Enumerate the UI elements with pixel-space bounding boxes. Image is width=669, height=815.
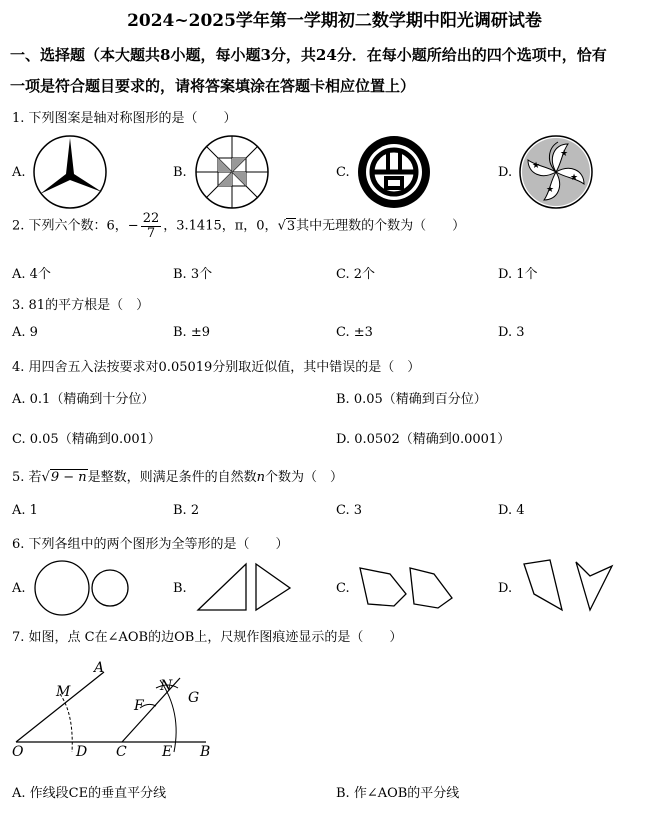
two-circles-figure	[32, 560, 132, 616]
q4-option-a: A. 0.1（精确到十分位）	[12, 392, 155, 407]
label-C: C	[116, 744, 127, 760]
q2-option-c: C. 2个	[336, 267, 376, 282]
label-E: E	[162, 744, 173, 760]
q5-option-b: B. 2	[173, 503, 200, 518]
q2-option-a: A. 4个	[12, 267, 51, 282]
q6-option-d-label: D.	[498, 581, 513, 596]
svg-text:★: ★	[532, 161, 541, 171]
q7-option-b: B. 作∠AOB的平分线	[336, 786, 460, 801]
q2-stem-mid: ，3.1415，π，0，	[163, 218, 278, 234]
q4-option-d: D. 0.0502（精确到0.0001）	[336, 432, 511, 447]
svg-text:★: ★	[546, 185, 555, 195]
fraction-22-over-7	[141, 212, 162, 240]
two-pentagons-figure	[356, 560, 466, 616]
q5-stem-end: 个数为（ ）	[265, 470, 344, 485]
q5-option-c: C. 3	[336, 503, 363, 518]
circle-logo-figure	[356, 134, 436, 214]
q2-option-d: D. 1个	[498, 267, 538, 282]
label-A: A	[94, 660, 105, 676]
q5-option-a: A. 1	[12, 503, 38, 518]
q1-option-a-label: A.	[12, 165, 26, 180]
svg-text:★: ★	[570, 173, 579, 183]
label-F: F	[134, 698, 144, 714]
question-2-stem	[12, 212, 465, 240]
q4-option-c: C. 0.05（精确到0.001）	[12, 432, 161, 447]
two-triangles-figure	[196, 560, 296, 616]
label-N: N	[160, 678, 173, 694]
fraction-denominator: 7	[146, 225, 156, 241]
q3-option-c: C. ±3	[336, 325, 373, 340]
q2-option-b: B. 3个	[173, 267, 213, 282]
q5-stem-pre: 5. 若	[12, 470, 42, 485]
q6-option-b-label: B.	[173, 581, 187, 596]
sqrt-radicand: 9 − n	[50, 470, 87, 485]
q1-option-c-label: C.	[336, 165, 350, 180]
label-B: B	[200, 744, 211, 760]
label-M: M	[56, 684, 71, 700]
q1-option-d-label: D.	[498, 165, 513, 180]
q4-option-b: B. 0.05（精确到百分位）	[336, 392, 487, 407]
label-O: O	[12, 744, 24, 760]
question-5-stem	[12, 466, 343, 485]
label-G: G	[188, 690, 200, 706]
q7-option-a: A. 作线段CE的垂直平分线	[12, 786, 167, 801]
question-6-stem: 6. 下列各组中的两个图形为全等形的是（ ）	[12, 537, 289, 552]
q6-option-a-label: A.	[12, 581, 26, 596]
q2-stem-post: 其中无理数的个数为（ ）	[296, 218, 466, 234]
question-4-stem: 4. 用四舍五入法按要求对0.05019分别取近似值，其中错误的是（ ）	[12, 360, 421, 375]
pinwheel-figure	[194, 134, 274, 214]
question-7-stem: 7. 如图，点 C在∠AOB的边OB上，尺规作图痕迹显示的是（ ）	[12, 630, 403, 645]
mercedes-star-figure	[32, 134, 112, 214]
sqrt-symbol: √	[41, 470, 50, 485]
q5-option-d: D. 4	[498, 503, 525, 518]
question-3-stem: 3. 81的平方根是（ ）	[12, 298, 150, 313]
q3-option-a: A. 9	[12, 325, 38, 340]
bauhinia-emblem-figure	[518, 134, 598, 214]
question-1-stem: 1. 下列图案是轴对称图形的是（ ）	[12, 111, 237, 126]
svg-text:★: ★	[560, 149, 569, 159]
two-quadrilaterals-figure	[520, 556, 620, 616]
fraction-numerator: 22	[142, 211, 160, 226]
section-heading-line1: 一、选择题（本大题共8小题，每小题3分，共24分．在每小题所给出的四个选项中，恰有	[10, 46, 607, 64]
compass-construction-figure	[10, 654, 220, 762]
q1-option-b-label: B.	[173, 165, 187, 180]
variable-n: n	[256, 470, 266, 485]
q3-option-b: B. ±9	[173, 325, 210, 340]
page-title: 2024~2025学年第一学期初二数学期中阳光调研试卷	[127, 11, 542, 31]
q6-option-c-label: C.	[336, 581, 350, 596]
section-heading-line2: 一项是符合题目要求的，请将答案填涂在答题卡相应位置上）	[10, 77, 416, 95]
q5-stem-post: 是整数，则满足条件的自然数	[87, 470, 257, 485]
label-D: D	[76, 744, 88, 760]
sqrt-radicand: 3	[286, 218, 296, 234]
q2-stem-pre: 2. 下列六个数：6，−	[12, 218, 139, 234]
sqrt-symbol: √	[277, 218, 286, 234]
q3-option-d: D. 3	[498, 325, 525, 340]
